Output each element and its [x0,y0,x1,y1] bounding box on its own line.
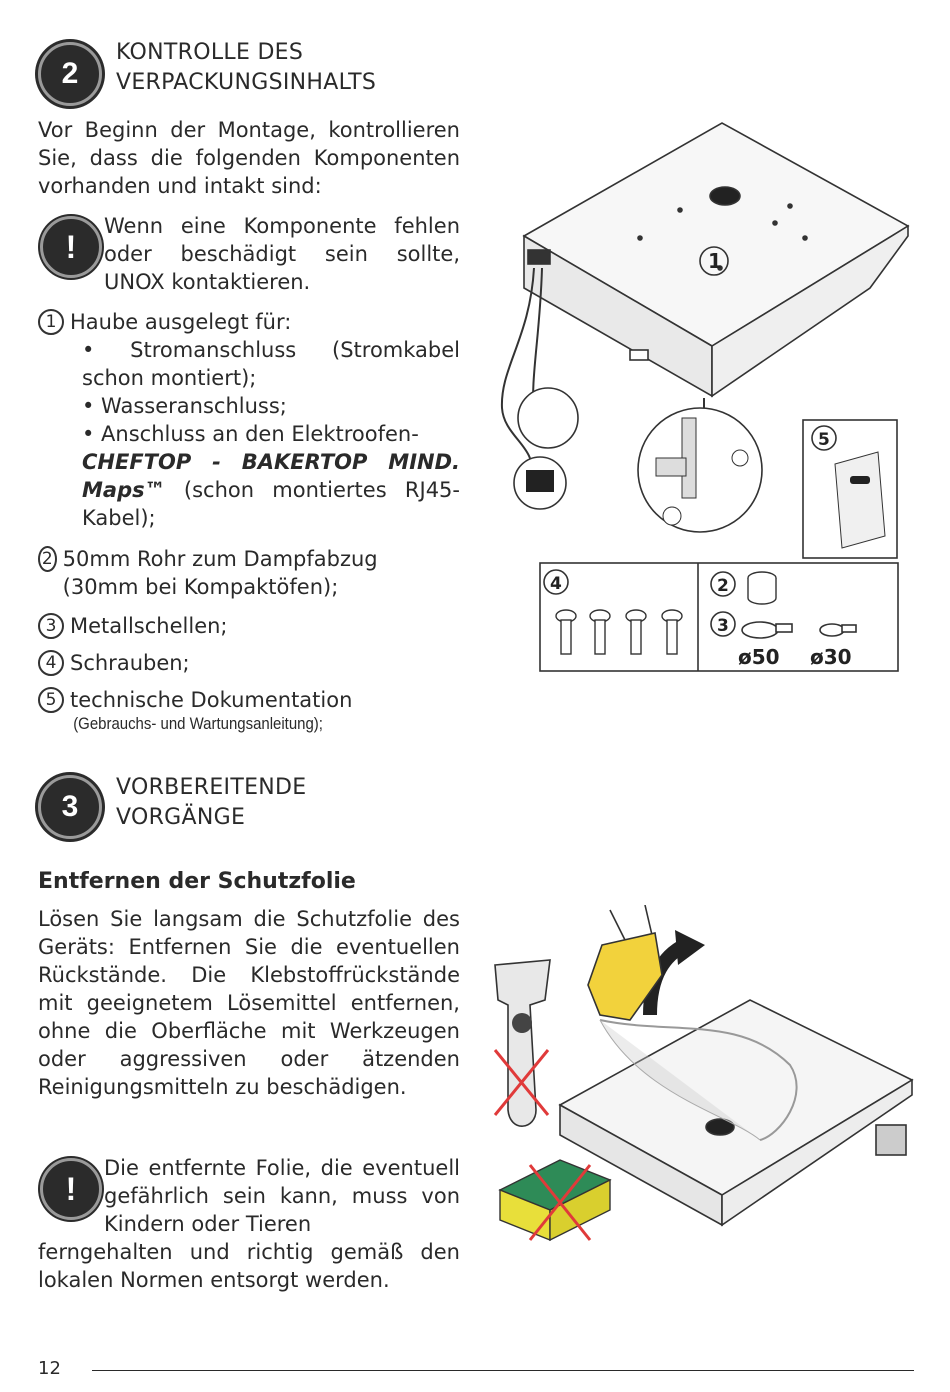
warning-icon: ! [40,216,102,278]
section-3-body: Lösen Sie langsam die Schutzfolie des Geräts: Entfernen Sie die eventuellen Rückstände. Die Klebstoffrückstände mit geeignetem Lösemittel entfernen, ohne die Oberfläche mit Werkzeugen oder aggressiven oder ätzenden Reinigungsmitteln zu beschädigen. [38,907,460,1099]
component-list [38,308,460,532]
brand-name: CHEFTOP - BAKERTOP MIND. Maps™ [82,450,460,502]
brand-tail: (schon montiertes RJ45-Kabel); [82,478,460,530]
item-text: Schrauben; [70,651,190,675]
step-2-badge [38,42,102,106]
item-number: 3 [38,613,64,639]
warning-text: Die entfernte Folie, die eventuell gefährlich sein kann, muss von Kindern oder Tieren [104,1156,460,1236]
diameter-50: ø50 [738,645,780,669]
remove-film-figure [490,905,920,1255]
package-contents-figure [490,118,910,678]
step-number: 3 [61,790,79,823]
figure-label-4: 4 [550,574,562,594]
parts-box [540,563,898,671]
list-item [38,612,460,640]
step-3-badge [38,775,102,839]
warning-icon: ! [40,1158,102,1220]
title-line-2: VORGÄNGE [116,805,246,830]
item-number: 2 [38,546,57,572]
figure-label-3: 3 [717,616,729,636]
subitem-power: • Stromanschluss (Stromkabel schon montiert); [82,338,460,390]
page-number: 12 [38,1358,61,1379]
section-2-intro: Vor Beginn der Montage, kontrollieren Sie, dass die folgenden Komponenten vorhanden und intakt sind: [38,118,460,198]
footer-divider [92,1370,914,1371]
figure-label-2: 2 [717,576,729,596]
list-item [38,545,460,601]
subitem-water: • Wasseranschluss; [82,394,287,418]
item-text: Haube ausgelegt für: [70,310,292,334]
list-item [38,308,460,336]
item-text: 50mm Rohr zum Dampfabzug (30mm bei Kompaktöfen); [62,547,378,599]
pipe-icon [748,572,776,604]
item-number: 4 [38,650,64,676]
item-number: 1 [38,309,64,335]
diameter-30: ø30 [810,645,852,669]
item-subtext: (Gebrauchs- und Wartungsanleitung); [73,714,323,733]
warning-text: Wenn eine Komponente fehlen oder beschädigt sein sollte, UNOX kontaktieren. [104,214,460,294]
subitem-oven: • Anschluss an den Elektroofen- [82,422,419,446]
figure-label-1: 1 [708,249,722,273]
warning-text-cont: ferngehalten und richtig gemäß den lokalen Normen entsorgt werden. [38,1240,460,1292]
subitem-brand [82,448,460,532]
item-text: technische Dokumentation [70,688,353,712]
sublist [38,336,460,532]
documentation-box [803,420,897,558]
figure-label-5: 5 [818,430,830,450]
section-3-title [116,773,306,833]
title-line-2: VERPACKUNGSINHALTS [116,70,377,95]
scraper-icon [495,960,550,1126]
list-item [38,649,460,677]
title-line-1: VORBEREITENDE [116,775,307,800]
subsection-heading: Entfernen der Schutzfolie [38,869,356,894]
item-text: Metallschellen; [70,614,228,638]
sponge-icon [500,1160,610,1240]
list-item [38,686,468,734]
title-line-1: KONTROLLE DES [116,40,304,65]
step-number: 2 [61,57,79,90]
section-2-title [116,38,376,98]
item-number: 5 [38,687,64,713]
